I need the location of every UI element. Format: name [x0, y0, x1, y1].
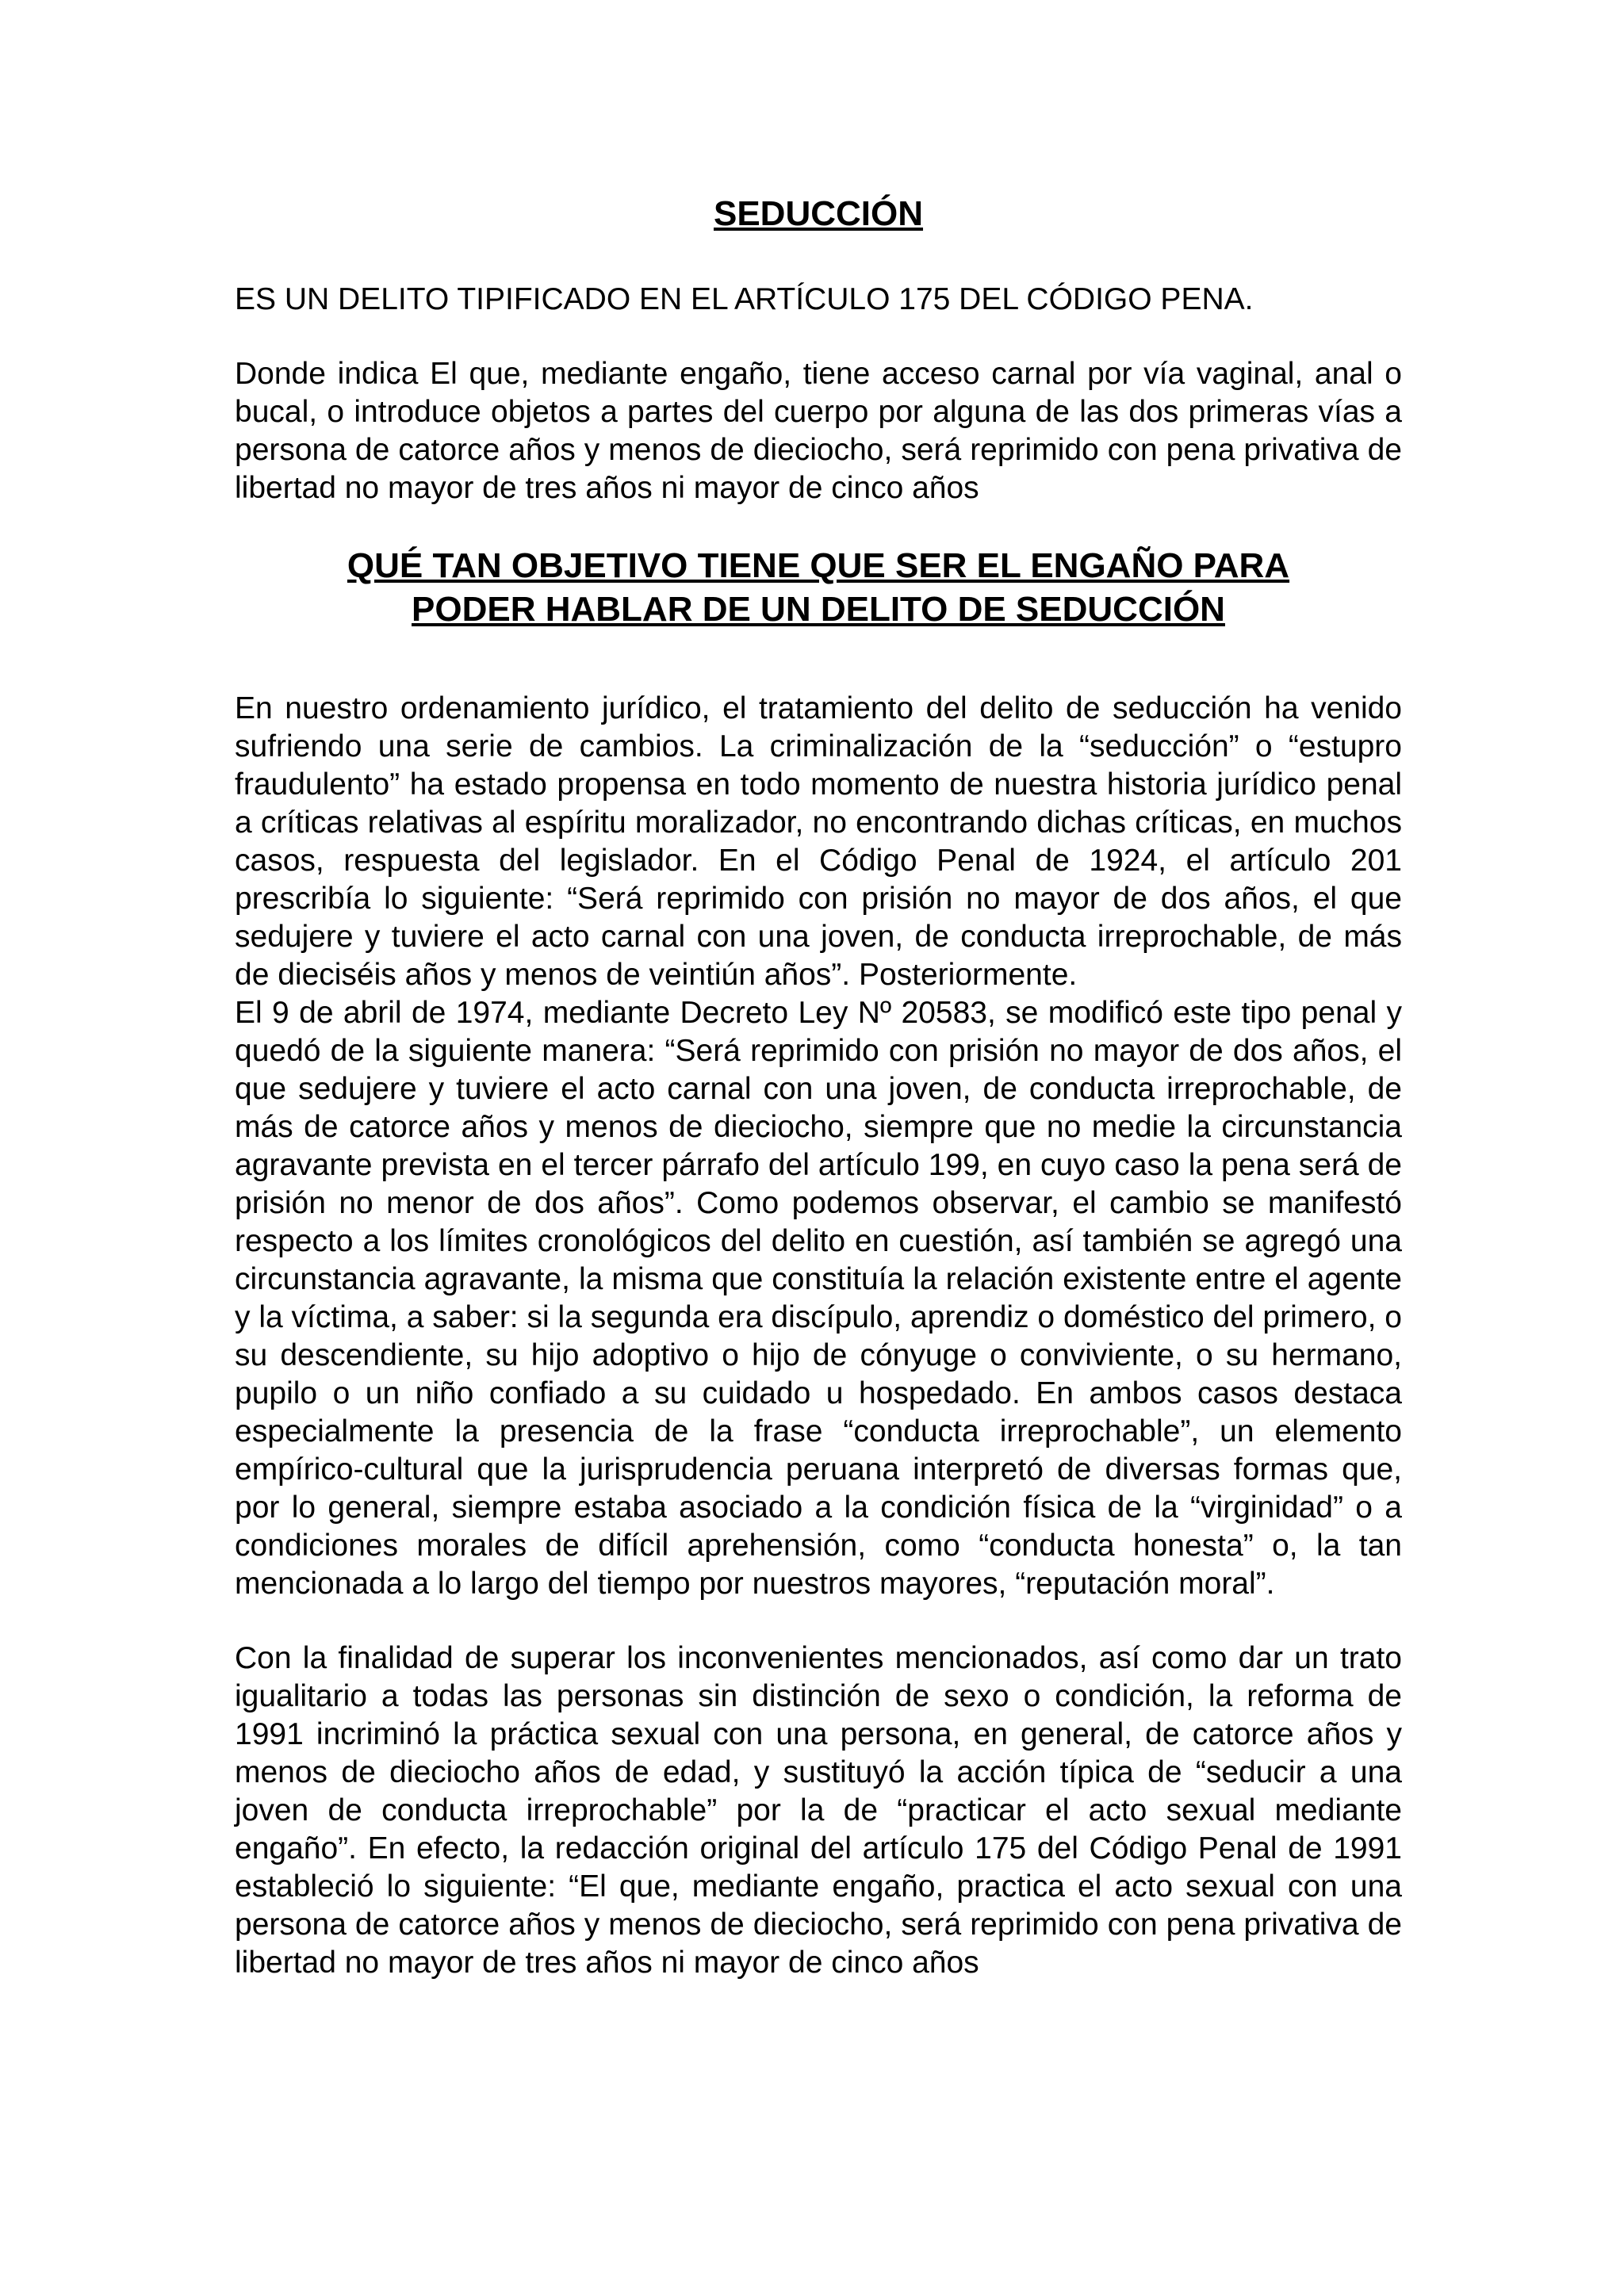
body-paragraph-3: Con la finalidad de superar los inconvenientes mencionados, así como dar un trato igualitario a todas las personas sin distinción de sexo o condición, la reforma de 1991 incriminó la práctica sexual con una persona, en general, de catorce años y menos de dieciocho años de edad, y sustituyó la acción típica de “seducir a una joven de conducta irreprochable” por la de “practicar el acto sexual mediante engaño”. En efecto, la redacción original del artículo 175 del Código Penal de 1991 estableció lo siguiente: “El que, mediante engaño, practica el acto sexual con una persona de catorce años y menos de dieciocho, será reprimido con pena privativa de libertad no mayor de tres años ni mayor de cinco años [235, 1641, 1402, 1980]
body-paragraph-2: El 9 de abril de 1974, mediante Decreto Ley Nº 20583, se modificó este tipo penal y quedó de la siguiente manera: “Será reprimido con prisión no mayor de dos años, el que sedujere y tuviere el acto carnal con una joven, de conducta irreprochable, de más de catorce años y menos de dieciocho, siempre que no medie la circunstancia agravante prevista en el tercer párrafo del artículo 199, en cuyo caso la pena será de prisión no menor de dos años”. Como podemos observar, el cambio se manifestó respecto a los límites cronológicos del delito en cuestión, así también se agregó una circunstancia agravante, la misma que constituía la relación existente entre el agente y la víctima, a saber: si la segunda era discípulo, aprendiz o doméstico del primero, o su descendiente, su hijo adoptivo o hijo de cónyuge o conviviente, o su hermano, pupilo o un niño confiado a su cuidado u hospedado. En ambos casos destaca especialmente la presencia de la frase “conducta irreprochable”, un elemento empírico-cultural que la jurisprudencia peruana interpretó de diversas formas que, por lo general, siempre estaba asociado a la condición física de la “virginidad” o a condiciones morales de difícil aprehensión, como “conducta honesta” o, la tan mencionada a lo largo del tiempo por nuestros mayores, “reputación moral”. [235, 996, 1402, 1601]
section-heading-line-2: PODER HABLAR DE UN DELITO DE SEDUCCIÓN [412, 590, 1225, 629]
intro-paragraph: Donde indica El que, mediante engaño, tiene acceso carnal por vía vaginal, anal o bucal, o introduce objetos a partes del cuerpo por alguna de las dos primeras vías a persona de catorce años y menos de dieciocho, será reprimido con pena privativa de libertad no mayor de tres años ni mayor de cinco años [235, 357, 1402, 505]
document-subtitle: ES UN DELITO TIPIFICADO EN EL ARTÍCULO 175 DEL CÓDIGO PENA. [235, 282, 1254, 316]
document-content [235, 190, 1402, 1982]
document-title: SEDUCCIÓN [713, 194, 924, 233]
section-heading-line-1: QUÉ TAN OBJETIVO TIENE QUE SER EL ENGAÑO PARA [347, 546, 1290, 585]
body-paragraph-1: En nuestro ordenamiento jurídico, el tratamiento del delito de seducción ha venido sufriendo una serie de cambios. La criminalización de la “seducción” o “estupro fraudulento” ha estado propensa en todo momento de nuestra historia jurídico penal a críticas relativas al espíritu moralizador, no encontrando dichas críticas, en muchos casos, respuesta del legislador. En el Código Penal de 1924, el artículo 201 prescribía lo siguiente: “Será reprimido con prisión no mayor de dos años, el que sedujere y tuviere el acto carnal con una joven, de conducta irreprochable, de más de dieciséis años y menos de veintiún años”. Posteriormente. [235, 691, 1402, 992]
section-heading [235, 544, 1402, 631]
